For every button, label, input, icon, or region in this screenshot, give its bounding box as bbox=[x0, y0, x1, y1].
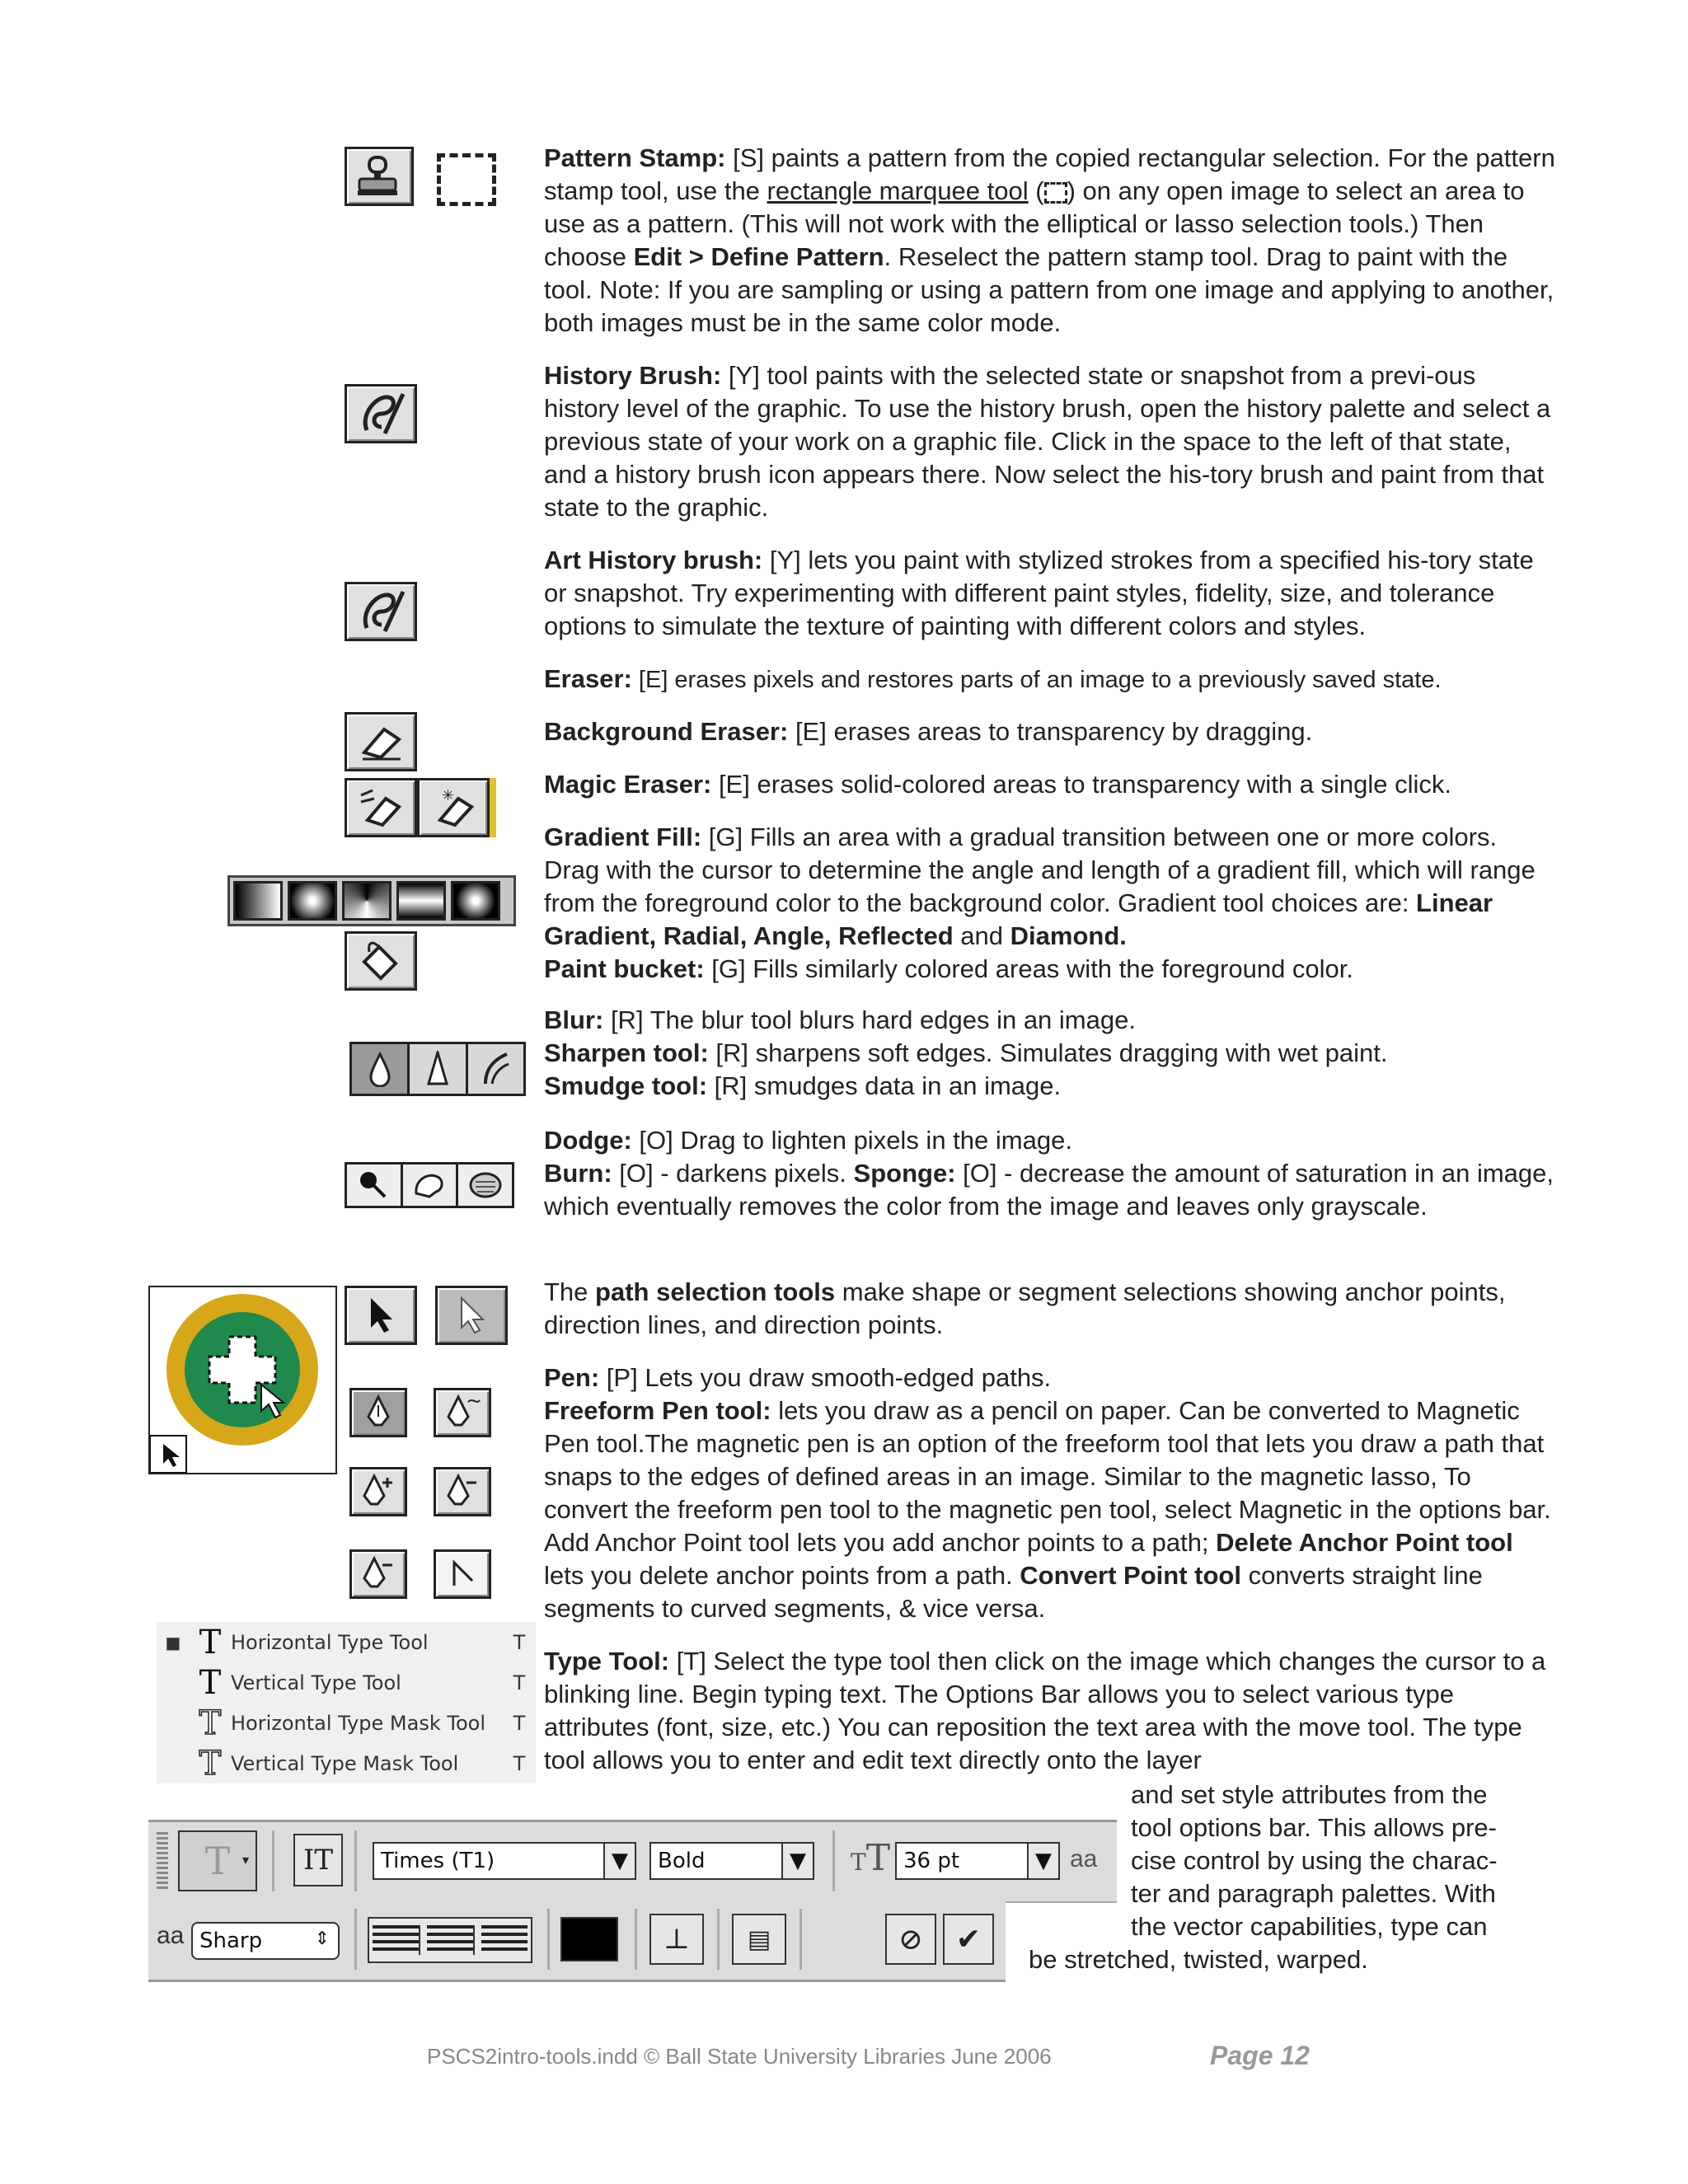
antialias-icon: aa bbox=[1070, 1845, 1098, 1872]
body-text: [T] Select the type tool then click on the image which changes the cursor to a blinking line. Begin typing text. The Options Bar allows you to select various type attributes (font, size, etc.) You can reposition the text area with the move tool. The type tool allows you to enter and edit text directly onto the layer bbox=[544, 1647, 1546, 1774]
pen-section bbox=[544, 1361, 1558, 1625]
type-options-bar-row2 bbox=[148, 1900, 1006, 1982]
selected-bullet: ■ bbox=[165, 1632, 181, 1652]
gradient-section bbox=[544, 821, 1558, 986]
svg-text:✳: ✳ bbox=[442, 787, 455, 804]
separator bbox=[635, 1909, 637, 1970]
section-title: Burn: bbox=[544, 1159, 612, 1188]
type-tool-flyout bbox=[157, 1622, 536, 1783]
font-size-icon-large: T bbox=[865, 1837, 891, 1879]
gradient-diamond: Diamond. bbox=[1010, 921, 1127, 950]
font-size-value: 36 pt bbox=[903, 1849, 960, 1873]
type-tool-shortcut: T bbox=[513, 1711, 526, 1735]
body-text: ) on any open image to select an area to use as a pattern. (This will not work with the elliptical or lasso selection tools.) Then choose bbox=[544, 176, 1525, 271]
body-text: [E] erases solid-colored areas to transparency with a single click. bbox=[711, 770, 1452, 799]
vertical-type-icon: T bbox=[199, 1663, 222, 1702]
section-title: Delete Anchor Point tool bbox=[1216, 1528, 1513, 1557]
type-tool-preset-icon: T bbox=[204, 1839, 231, 1883]
footer-credit: PSCS2intro-tools.indd © Ball State University Libraries June 2006 bbox=[427, 2044, 1052, 2069]
grip-handle[interactable] bbox=[157, 1832, 168, 1890]
updown-arrows-icon: ⇕ bbox=[314, 1929, 330, 1949]
section-title: Type Tool: bbox=[544, 1647, 670, 1675]
section-title: Pattern Stamp: bbox=[544, 143, 726, 172]
pen-tool-icon[interactable] bbox=[349, 1388, 407, 1437]
bg-eraser-section bbox=[544, 715, 1558, 748]
body-text: [O] - darkens pixels. bbox=[612, 1159, 854, 1188]
diamond-gradient-icon[interactable] bbox=[451, 881, 500, 921]
type-tool-item-horizontal-mask[interactable] bbox=[157, 1703, 536, 1743]
body-text: [E] erases pixels and restores parts of an image to a previously saved state. bbox=[631, 667, 1442, 693]
marquee-inline-icon bbox=[1044, 182, 1067, 204]
align-center-icon[interactable] bbox=[427, 1925, 475, 1955]
dodge-tool-icon[interactable] bbox=[347, 1165, 403, 1206]
gradient-tools-row bbox=[227, 875, 516, 926]
align-right-icon[interactable] bbox=[481, 1925, 528, 1955]
page-number: Page 12 bbox=[1210, 2041, 1310, 2070]
sharpen-tool-icon[interactable] bbox=[410, 1044, 467, 1094]
antialias-label: aa bbox=[157, 1922, 185, 1949]
section-title: Art History brush: bbox=[544, 546, 763, 574]
type-tool-last-line: be stretched, twisted, warped. bbox=[1029, 1945, 1368, 1974]
palettes-button[interactable] bbox=[732, 1914, 786, 1965]
section-title: Blur: bbox=[544, 1005, 604, 1034]
type-tool-item-vertical[interactable] bbox=[157, 1662, 536, 1703]
rectangle-marquee-icon bbox=[437, 153, 496, 206]
history-brush-section bbox=[544, 359, 1558, 524]
body-text: [R] The blur tool blurs hard edges in an image. bbox=[603, 1005, 1136, 1034]
font-family-select[interactable] bbox=[373, 1842, 636, 1880]
sponge-tool-icon[interactable] bbox=[458, 1165, 512, 1206]
blur-section bbox=[544, 1004, 1558, 1103]
angle-gradient-icon[interactable] bbox=[342, 881, 392, 921]
path-selection-tool-icon[interactable] bbox=[345, 1286, 417, 1345]
text-color-swatch[interactable] bbox=[560, 1917, 618, 1961]
radial-gradient-icon[interactable] bbox=[288, 881, 337, 921]
section-title: History Brush: bbox=[544, 361, 722, 390]
horizontal-type-mask-icon: T bbox=[199, 1704, 222, 1742]
chevron-down-icon: ▾ bbox=[241, 1852, 249, 1868]
eraser-tool-icon[interactable] bbox=[345, 712, 417, 771]
type-tool-item-horizontal[interactable] bbox=[157, 1622, 536, 1662]
body-text: lets you delete anchor points from a path. bbox=[544, 1561, 1020, 1590]
dodge-tools-row bbox=[345, 1162, 514, 1208]
type-tool-item-vertical-mask[interactable] bbox=[157, 1743, 536, 1783]
section-title: path selection tools bbox=[595, 1277, 836, 1306]
type-tool-shortcut: T bbox=[513, 1671, 526, 1694]
section-title: Background Eraser: bbox=[544, 717, 789, 746]
menu-path: Edit > Define Pattern bbox=[633, 242, 884, 271]
body-text: lets you draw as a pencil on paper. Can be converted to Magnetic Pen tool.The magnetic pen is an option of the freeform tool that lets you draw a path that snaps to the edges of defined areas in an image. Similar to the magnetic lasso, To convert the freeform pen tool to the magnetic pen tool, select Magnetic in the options bar. Add Anchor Point tool lets you add anchor points to a path; bbox=[544, 1396, 1551, 1557]
section-title: Smudge tool: bbox=[544, 1071, 708, 1100]
checkmark-icon: ✔ bbox=[955, 1922, 982, 1957]
linear-gradient-icon[interactable] bbox=[233, 881, 283, 921]
separator bbox=[354, 1830, 357, 1891]
font-family-value: Times (T1) bbox=[381, 1849, 495, 1873]
dodge-section bbox=[544, 1124, 1558, 1223]
orientation-toggle-button[interactable] bbox=[293, 1834, 343, 1886]
add-anchor-point-tool-icon[interactable] bbox=[349, 1467, 407, 1516]
path-selection-section bbox=[544, 1276, 1558, 1342]
blur-tool-icon[interactable] bbox=[352, 1044, 410, 1094]
convert-point-tool-icon[interactable] bbox=[434, 1549, 491, 1599]
section-title: Paint bucket: bbox=[544, 954, 705, 983]
body-text: make shape or segment selections showing anchor points, direction lines, and direction points. bbox=[544, 1277, 1506, 1339]
body-text: [P] Lets you draw smooth-edged paths. bbox=[599, 1363, 1052, 1392]
antialias-select[interactable] bbox=[191, 1922, 340, 1960]
warp-text-icon: ⊥ bbox=[663, 1923, 690, 1956]
font-size-select[interactable] bbox=[895, 1842, 1060, 1880]
body-text: [G] Fills an area with a gradual transition between one or more colors. Drag with the cursor to determine the angle and length of a gradient fill, which will range from the foreground color to the background color. Gradient tool choices are: bbox=[544, 823, 1536, 917]
type-tool-name: Vertical Type Tool bbox=[231, 1671, 401, 1694]
font-style-value: Bold bbox=[658, 1849, 706, 1873]
freeform-pen-tool-icon[interactable] bbox=[434, 1388, 491, 1437]
separator bbox=[717, 1909, 720, 1970]
body-text: and bbox=[953, 921, 1010, 950]
burn-tool-icon[interactable] bbox=[403, 1165, 459, 1206]
delete-anchor-point-tool-icon[interactable] bbox=[434, 1467, 491, 1516]
chevron-down-icon: ▼ bbox=[781, 1844, 813, 1878]
section-title: Eraser: bbox=[544, 664, 632, 693]
body-text: [Y] tool paints with the selected state or snapshot from a previ-ous history level of the graphic. To use the history brush, open the history palette and select a previous state of your work on a graphic file. Click in the space to the left of that state, and a history brush icon appears there. Now select the his-tory brush and paint from that state to the graphic. bbox=[544, 361, 1551, 522]
art-history-brush-tool-icon[interactable] bbox=[345, 582, 417, 641]
direct-selection-tool-icon[interactable] bbox=[435, 1286, 508, 1345]
type-tool-name: Horizontal Type Tool bbox=[231, 1630, 429, 1654]
body-text: [R] smudges data in an image. bbox=[707, 1071, 1062, 1100]
cancel-icon: ⊘ bbox=[898, 1922, 924, 1957]
warp-text-button[interactable] bbox=[649, 1914, 704, 1965]
body-text: ( bbox=[1028, 176, 1044, 205]
rectangle-marquee-link[interactable]: rectangle marquee tool bbox=[767, 176, 1029, 205]
separator bbox=[547, 1909, 550, 1970]
section-title: Freeform Pen tool: bbox=[544, 1396, 771, 1425]
type-tool-shortcut: T bbox=[513, 1751, 526, 1775]
body-text: [O] Drag to lighten pixels in the image. bbox=[631, 1126, 1072, 1155]
separator bbox=[272, 1830, 274, 1891]
eraser-section bbox=[544, 663, 1558, 696]
section-title: Sharpen tool: bbox=[544, 1038, 709, 1067]
path-selection-illustration bbox=[148, 1286, 337, 1474]
tool-preset-picker[interactable] bbox=[178, 1830, 257, 1891]
body-text: tool options bar. This allows pre- bbox=[1131, 1813, 1497, 1842]
horizontal-type-icon: T bbox=[199, 1623, 222, 1661]
section-title: Dodge: bbox=[544, 1126, 632, 1155]
font-size-icon-small: T bbox=[851, 1849, 866, 1876]
art-history-section bbox=[544, 544, 1558, 643]
type-tool-name: Vertical Type Mask Tool bbox=[231, 1751, 459, 1775]
body-text: [R] sharpens soft edges. Simulates dragging with wet paint. bbox=[708, 1038, 1388, 1067]
text-orientation-icon: IT bbox=[302, 1844, 334, 1877]
antialias-value: Sharp bbox=[199, 1929, 263, 1953]
chevron-down-icon: ▼ bbox=[1027, 1844, 1058, 1878]
background-eraser-tool-icon[interactable] bbox=[345, 778, 417, 837]
body-text: The bbox=[544, 1277, 596, 1306]
body-text: the vector capabilities, type can bbox=[1131, 1912, 1488, 1941]
delete-anchor-point-tool-icon-2[interactable] bbox=[349, 1549, 407, 1599]
body-text: [G] Fills similarly colored areas with the foreground color. bbox=[704, 954, 1354, 983]
separator bbox=[832, 1830, 835, 1891]
cancel-button[interactable] bbox=[885, 1914, 936, 1965]
pattern-stamp-tool-icon[interactable] bbox=[345, 147, 414, 206]
body-text: converts straight line segments to curved segments, & vice versa. bbox=[544, 1561, 1483, 1623]
section-title: Pen: bbox=[544, 1363, 600, 1392]
section-title: Gradient Fill: bbox=[544, 823, 702, 851]
eraser-highlight-bar bbox=[490, 778, 496, 837]
type-options-bar bbox=[148, 1820, 1117, 1903]
gradient-choices: Linear Gradient, Radial, Angle, Reflected bbox=[544, 888, 1493, 950]
body-text: cise control by using the charac- bbox=[1131, 1846, 1498, 1875]
separator bbox=[799, 1909, 802, 1970]
palette-icon: ▤ bbox=[747, 1924, 771, 1954]
section-title: Convert Point tool bbox=[1020, 1561, 1241, 1590]
magic-eraser-section bbox=[544, 768, 1558, 801]
section-title: Sponge: bbox=[853, 1159, 956, 1188]
pattern-stamp-section bbox=[544, 142, 1558, 340]
type-tool-shortcut: T bbox=[513, 1630, 526, 1654]
body-text: [Y] lets you paint with stylized strokes from a specified his-tory state or snapshot. Try experimenting with different paint styles, fidelity, size, and tolerance options to simulate the texture of painting with different colors and styles. bbox=[544, 546, 1534, 640]
body-text: [O] - decrease the amount of saturation in an image, which eventually removes the color from the image and leaves only grayscale. bbox=[544, 1159, 1554, 1221]
body-text: and set style attributes from the bbox=[1131, 1780, 1488, 1809]
align-left-icon[interactable] bbox=[373, 1925, 420, 1955]
body-text: ter and paragraph palettes. With bbox=[1131, 1879, 1496, 1908]
body-text: [E] erases areas to transparency by dragging. bbox=[788, 717, 1313, 746]
smudge-tool-icon[interactable] bbox=[468, 1044, 523, 1094]
history-brush-tool-icon[interactable] bbox=[345, 384, 417, 443]
commit-button[interactable] bbox=[943, 1914, 994, 1965]
chevron-down-icon: ▼ bbox=[603, 1844, 635, 1878]
section-title: Magic Eraser: bbox=[544, 770, 712, 799]
magic-eraser-tool-icon[interactable] bbox=[417, 778, 490, 837]
paint-bucket-tool-icon[interactable] bbox=[345, 931, 417, 991]
type-tool-name: Horizontal Type Mask Tool bbox=[231, 1711, 485, 1735]
separator bbox=[354, 1909, 357, 1970]
type-tool-section bbox=[544, 1645, 1558, 1777]
alignment-group bbox=[368, 1917, 532, 1963]
vertical-type-mask-icon: T bbox=[199, 1744, 222, 1783]
blur-tools-row bbox=[349, 1042, 526, 1096]
font-size-icon bbox=[851, 1837, 890, 1879]
font-style-select[interactable] bbox=[649, 1842, 814, 1880]
reflected-gradient-icon[interactable] bbox=[396, 881, 446, 921]
body-text: [S] paints a pattern from the copied rectangular selection. For the pattern stamp tool, use the bbox=[544, 143, 1555, 205]
body-text: . Reselect the pattern stamp tool. Drag to paint with the tool. Note: If you are sampling or using a pattern from one image and applying to another, both images must be in the same color mode. bbox=[544, 242, 1554, 337]
type-tool-continued bbox=[1131, 1779, 1559, 1943]
